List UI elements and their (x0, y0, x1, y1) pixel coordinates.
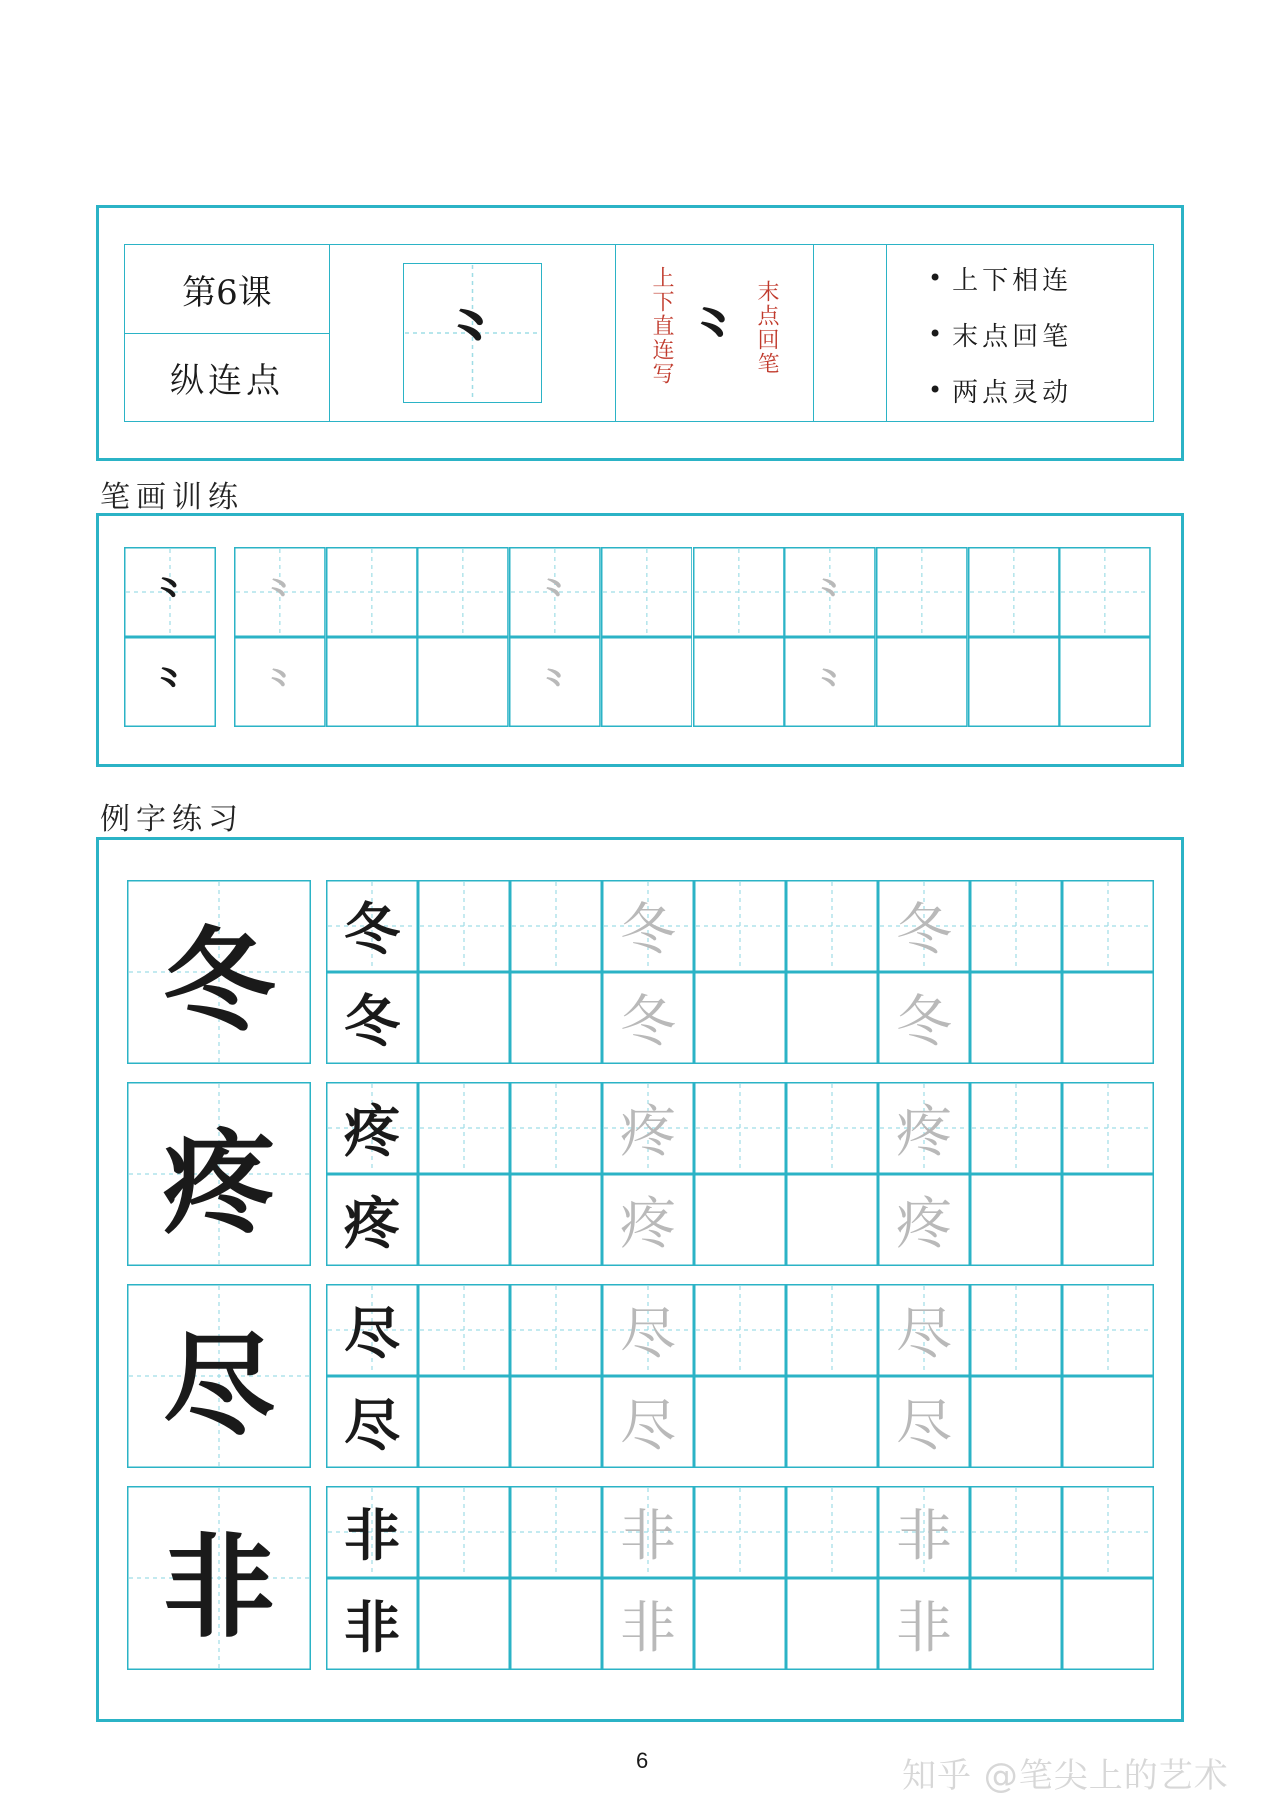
char-copy-glyph: 尽 (344, 1393, 400, 1459)
char-copy-cell (326, 1284, 418, 1376)
stroke-trace-glyph: ⺀ (261, 573, 298, 616)
char-practice-cell (1062, 1284, 1154, 1376)
lesson-name: 纵连点 (170, 361, 284, 401)
char-practice-cell (1062, 880, 1154, 972)
stroke-training-title: 笔画训练 (100, 480, 244, 515)
char-practice-cell (786, 1082, 878, 1174)
char-practice-cell (786, 972, 878, 1064)
char-copy-cell (326, 1578, 418, 1670)
stroke-practice-cell (234, 547, 326, 637)
char-practice-cell (786, 1578, 878, 1670)
stroke-trace-glyph: ⺀ (536, 663, 573, 706)
stroke-practice-cell (234, 637, 326, 727)
lesson-number: 第6课 (182, 272, 272, 313)
stroke-practice-cell (509, 547, 601, 637)
char-copy-glyph: 疼 (344, 1191, 400, 1257)
char-trace-glyph: 疼 (896, 1100, 952, 1165)
char-trace-glyph: 非 (896, 1596, 952, 1661)
char-practice-cell (602, 1578, 694, 1670)
char-practice-cell (694, 1284, 786, 1376)
char-trace-glyph: 冬 (896, 898, 952, 963)
char-practice-cell (418, 972, 510, 1064)
char-copy-glyph: 冬 (344, 897, 400, 963)
char-practice-cell (694, 972, 786, 1064)
stroke-practice-cell (509, 637, 601, 727)
char-practice-cell (786, 1174, 878, 1266)
stroke-demo-glyph: ⺀ (440, 301, 505, 376)
char-copy-cell (326, 972, 418, 1064)
char-practice-cell (694, 880, 786, 972)
char-practice-cell (878, 880, 970, 972)
stroke-practice-cell (326, 637, 418, 727)
stroke-sample-cell (124, 547, 216, 637)
char-trace-glyph: 非 (620, 1504, 676, 1569)
char-practice-cell (418, 1578, 510, 1670)
char-practice-cell (878, 1174, 970, 1266)
char-trace-glyph: 尽 (896, 1394, 952, 1459)
page-number: 6 (636, 1748, 649, 1773)
char-practice-cell (786, 1284, 878, 1376)
char-trace-glyph: 疼 (896, 1192, 952, 1257)
char-sample-cell (127, 1082, 311, 1266)
char-copy-glyph: 非 (344, 1503, 400, 1569)
char-practice-cell (510, 1174, 602, 1266)
char-practice-cell (418, 1376, 510, 1468)
char-trace-glyph: 疼 (620, 1192, 676, 1257)
stroke-sample-cell (124, 637, 216, 727)
char-practice-cell (878, 1376, 970, 1468)
stroke-practice-cell (693, 547, 785, 637)
char-practice-cell (602, 1486, 694, 1578)
char-practice-cell (786, 880, 878, 972)
char-practice-cell (786, 1376, 878, 1468)
stroke-practice-cell (968, 547, 1060, 637)
tip-item: • 上下相连 (928, 250, 1072, 306)
blank-cell (813, 244, 887, 422)
char-practice-cell (510, 880, 602, 972)
char-practice-cell (1062, 1486, 1154, 1578)
char-trace-glyph: 冬 (620, 990, 676, 1055)
char-practice-cell (510, 1486, 602, 1578)
char-practice-cell (878, 1284, 970, 1376)
stroke-practice-cell (1059, 547, 1151, 637)
stroke-trace-glyph: ⺀ (261, 663, 298, 706)
stroke-right-note: 末点回笔 (754, 280, 779, 376)
char-practice-cell (786, 1486, 878, 1578)
char-practice-cell (602, 1082, 694, 1174)
char-practice-cell (970, 1376, 1062, 1468)
char-practice-cell (694, 1174, 786, 1266)
char-practice-cell (970, 880, 1062, 972)
stroke-practice-cell (784, 637, 876, 727)
char-practice-cell (602, 1174, 694, 1266)
char-sample-glyph: 冬 (163, 915, 275, 1047)
char-copy-cell (326, 1376, 418, 1468)
char-practice-cell (418, 1082, 510, 1174)
stroke-analysis-glyph: ⺀ (685, 300, 745, 370)
char-practice-cell (510, 1578, 602, 1670)
char-sample-cell (127, 880, 311, 1064)
char-practice-cell (1062, 1174, 1154, 1266)
char-copy-glyph: 尽 (344, 1301, 400, 1367)
char-practice-cell (1062, 972, 1154, 1064)
char-practice-cell (1062, 1376, 1154, 1468)
char-practice-cell (878, 1486, 970, 1578)
char-practice-cell (418, 880, 510, 972)
char-practice-cell (418, 1284, 510, 1376)
tip-item: • 两点灵动 (928, 362, 1072, 418)
char-practice-cell (970, 1486, 1062, 1578)
stroke-trace-glyph: ⺀ (812, 663, 849, 706)
char-practice-cell (418, 1486, 510, 1578)
stroke-trace-glyph: ⺀ (536, 573, 573, 616)
char-copy-cell (326, 1082, 418, 1174)
char-practice-cell (694, 1578, 786, 1670)
stroke-practice-cell (693, 637, 785, 727)
char-practice-cell (970, 1578, 1062, 1670)
char-practice-cell (510, 1284, 602, 1376)
char-practice-cell (878, 1578, 970, 1670)
stroke-trace-glyph: ⺀ (812, 573, 849, 616)
char-sample-glyph: 尽 (163, 1319, 275, 1451)
stroke-practice-cell (417, 547, 509, 637)
stroke-practice-cell (784, 547, 876, 637)
char-practice-cell (602, 1376, 694, 1468)
char-practice-cell (970, 972, 1062, 1064)
char-copy-cell (326, 880, 418, 972)
char-practice-cell (510, 1376, 602, 1468)
char-copy-glyph: 冬 (344, 989, 400, 1055)
stroke-practice-cell (601, 637, 693, 727)
char-practice-cell (694, 1376, 786, 1468)
char-practice-cell (970, 1284, 1062, 1376)
char-copy-cell (326, 1174, 418, 1266)
stroke-practice-cell (1059, 637, 1151, 727)
char-trace-glyph: 冬 (620, 898, 676, 963)
stroke-sample-glyph: ⺀ (150, 571, 190, 619)
char-practice-cell (1062, 1082, 1154, 1174)
char-sample-glyph: 非 (163, 1521, 275, 1653)
char-practice-cell (602, 1284, 694, 1376)
char-copy-cell (326, 1486, 418, 1578)
char-practice-cell (878, 972, 970, 1064)
char-trace-glyph: 尽 (620, 1302, 676, 1367)
stroke-practice-cell (876, 547, 968, 637)
char-practice-cell (418, 1174, 510, 1266)
stroke-practice-cell (968, 637, 1060, 727)
char-trace-glyph: 冬 (896, 990, 952, 1055)
char-practice-cell (1062, 1578, 1154, 1670)
char-practice-cell (970, 1082, 1062, 1174)
stroke-sample-glyph: ⺀ (150, 661, 190, 709)
char-practice-cell (694, 1486, 786, 1578)
char-copy-glyph: 疼 (344, 1099, 400, 1165)
stroke-practice-cell (601, 547, 693, 637)
char-practice-cell (510, 972, 602, 1064)
char-practice-cell (510, 1082, 602, 1174)
stroke-practice-cell (326, 547, 418, 637)
stroke-left-note: 上下直连写 (649, 266, 674, 386)
char-trace-glyph: 非 (896, 1504, 952, 1569)
char-practice-cell (602, 880, 694, 972)
char-sample-cell (127, 1486, 311, 1670)
char-trace-glyph: 尽 (620, 1394, 676, 1459)
char-practice-title: 例字练习 (100, 802, 244, 837)
char-practice-cell (694, 1082, 786, 1174)
stroke-practice-cell (417, 637, 509, 727)
char-trace-glyph: 尽 (896, 1302, 952, 1367)
stroke-practice-cell (876, 637, 968, 727)
char-trace-glyph: 非 (620, 1596, 676, 1661)
char-practice-cell (602, 972, 694, 1064)
char-practice-cell (970, 1174, 1062, 1266)
char-trace-glyph: 疼 (620, 1100, 676, 1165)
watermark: 知乎 @笔尖上的艺术 (902, 1756, 1229, 1796)
char-copy-glyph: 非 (344, 1595, 400, 1661)
tip-item: • 末点回笔 (928, 306, 1072, 362)
char-sample-glyph: 疼 (163, 1117, 275, 1249)
char-sample-cell (127, 1284, 311, 1468)
tips-list (928, 250, 1072, 418)
char-practice-cell (878, 1082, 970, 1174)
